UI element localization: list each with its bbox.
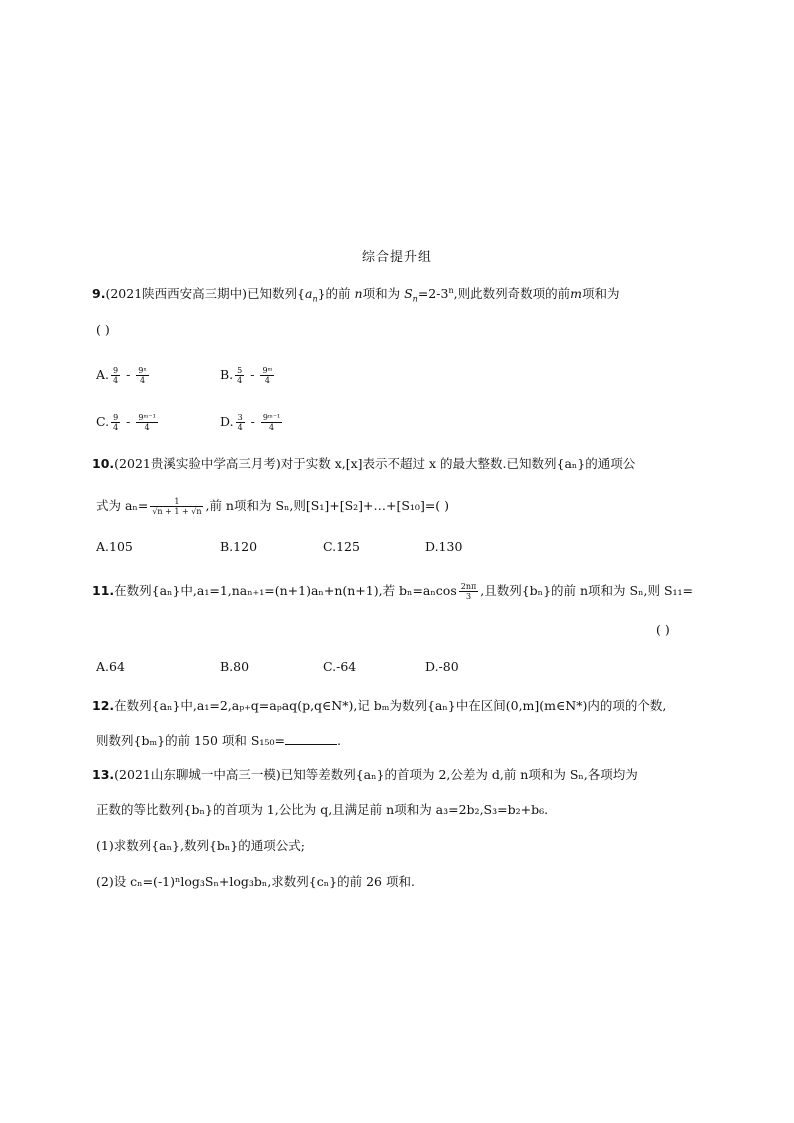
question-12-number: 12.: [92, 698, 115, 713]
question-10-option-c: C.125: [323, 539, 360, 554]
question-11-option-b: B.80: [220, 659, 250, 674]
question-11-option-c: C.-64: [323, 659, 357, 674]
question-9-option-d: D. $\frac{3}{4}$ - $\frac{\text{9ᵐ⁻¹}}{4}$: [220, 413, 281, 432]
question-12-line-2: 则数列{bₘ}的前 150 项和 S₁₅₀= .: [96, 733, 341, 748]
question-13-part-1: (1)求数列{aₙ},数列{bₙ}的通项公式;: [96, 838, 305, 853]
answer-blank: [285, 732, 337, 745]
question-11-option-a: A.64: [96, 659, 125, 674]
question-10-option-b: B.120: [220, 539, 258, 554]
question-10-option-d: D.130: [425, 539, 463, 554]
section-title: 综合提升组: [361, 250, 432, 265]
question-9-option-a: A. $\frac{9}{4}$ - $\frac{\text{9ⁿ}}{4}$: [96, 366, 147, 385]
question-11-line-1: 11.在数列{aₙ}中,a₁=1,naₙ₊₁=(n+1)aₙ+n(n+1),若 bₙ=aₙcos $\frac{2n\pi}{3}$ ,且数列{bₙ}的前 n项和为 Sₙ,则 S₁₁=: [92, 582, 693, 601]
question-13-line-1: 13.(2021山东聊城一中高三一模)已知等差数列{aₙ}的首项为 2,公差为 d,前 n项和为 Sₙ,各项均为: [92, 767, 638, 782]
question-11-option-d: D.-80: [425, 659, 459, 674]
question-13-number: 13.: [92, 767, 115, 782]
question-10-number: 10.: [92, 456, 115, 471]
question-13-line-2: 正数的等比数列{bₙ}的首项为 1,公比为 q,且满足前 n项和为 a₃=2b₂,S₃=b₂+b₆.: [96, 802, 549, 817]
question-10-line-2: 式为 aₙ= $\frac{1}{√n + 1 + √n}$ ,前 n项和为 Sₙ,则[S₁]+[S₂]+…+[S₁₀]=( ): [96, 497, 450, 516]
question-9-option-c: C. $\frac{9}{4}$ - $\frac{\text{9ᵐ⁻¹}}{4}$: [96, 413, 156, 432]
question-11-answer-paren: ( ): [656, 622, 670, 637]
question-11-number: 11.: [92, 583, 115, 598]
question-12-line-1: 12.在数列{aₙ}中,a₁=2,aₚ₊q=aₚaq(p,q∈N*),记 bₘ为数列{aₙ}中在区间(0,m](m∈N*)内的项的个数,: [92, 698, 667, 713]
question-9-line-1: 9.(2021陕西西安高三期中)已知数列$\{a_n\}$的前 n项和为 $S_n=2-3^n$,则此数列奇数项的前m项和为: [92, 285, 620, 304]
question-9-option-b: B. $\frac{5}{4}$ - $\frac{\text{9ᵐ}}{4}$: [220, 366, 273, 385]
question-10-option-a: A.105: [96, 539, 133, 554]
question-9-number: 9.: [92, 286, 106, 301]
question-9-answer-paren: ( ): [96, 322, 110, 337]
question-13-part-2: (2)设 cₙ=(-1)ⁿlog₃Sₙ+log₃bₙ,求数列{cₙ}的前 26 项和.: [96, 874, 415, 889]
question-10-line-1: 10.(2021贵溪实验中学高三月考)对于实数 x,[x]表示不超过 x 的最大整数.已知数列{aₙ}的通项公: [92, 456, 636, 471]
